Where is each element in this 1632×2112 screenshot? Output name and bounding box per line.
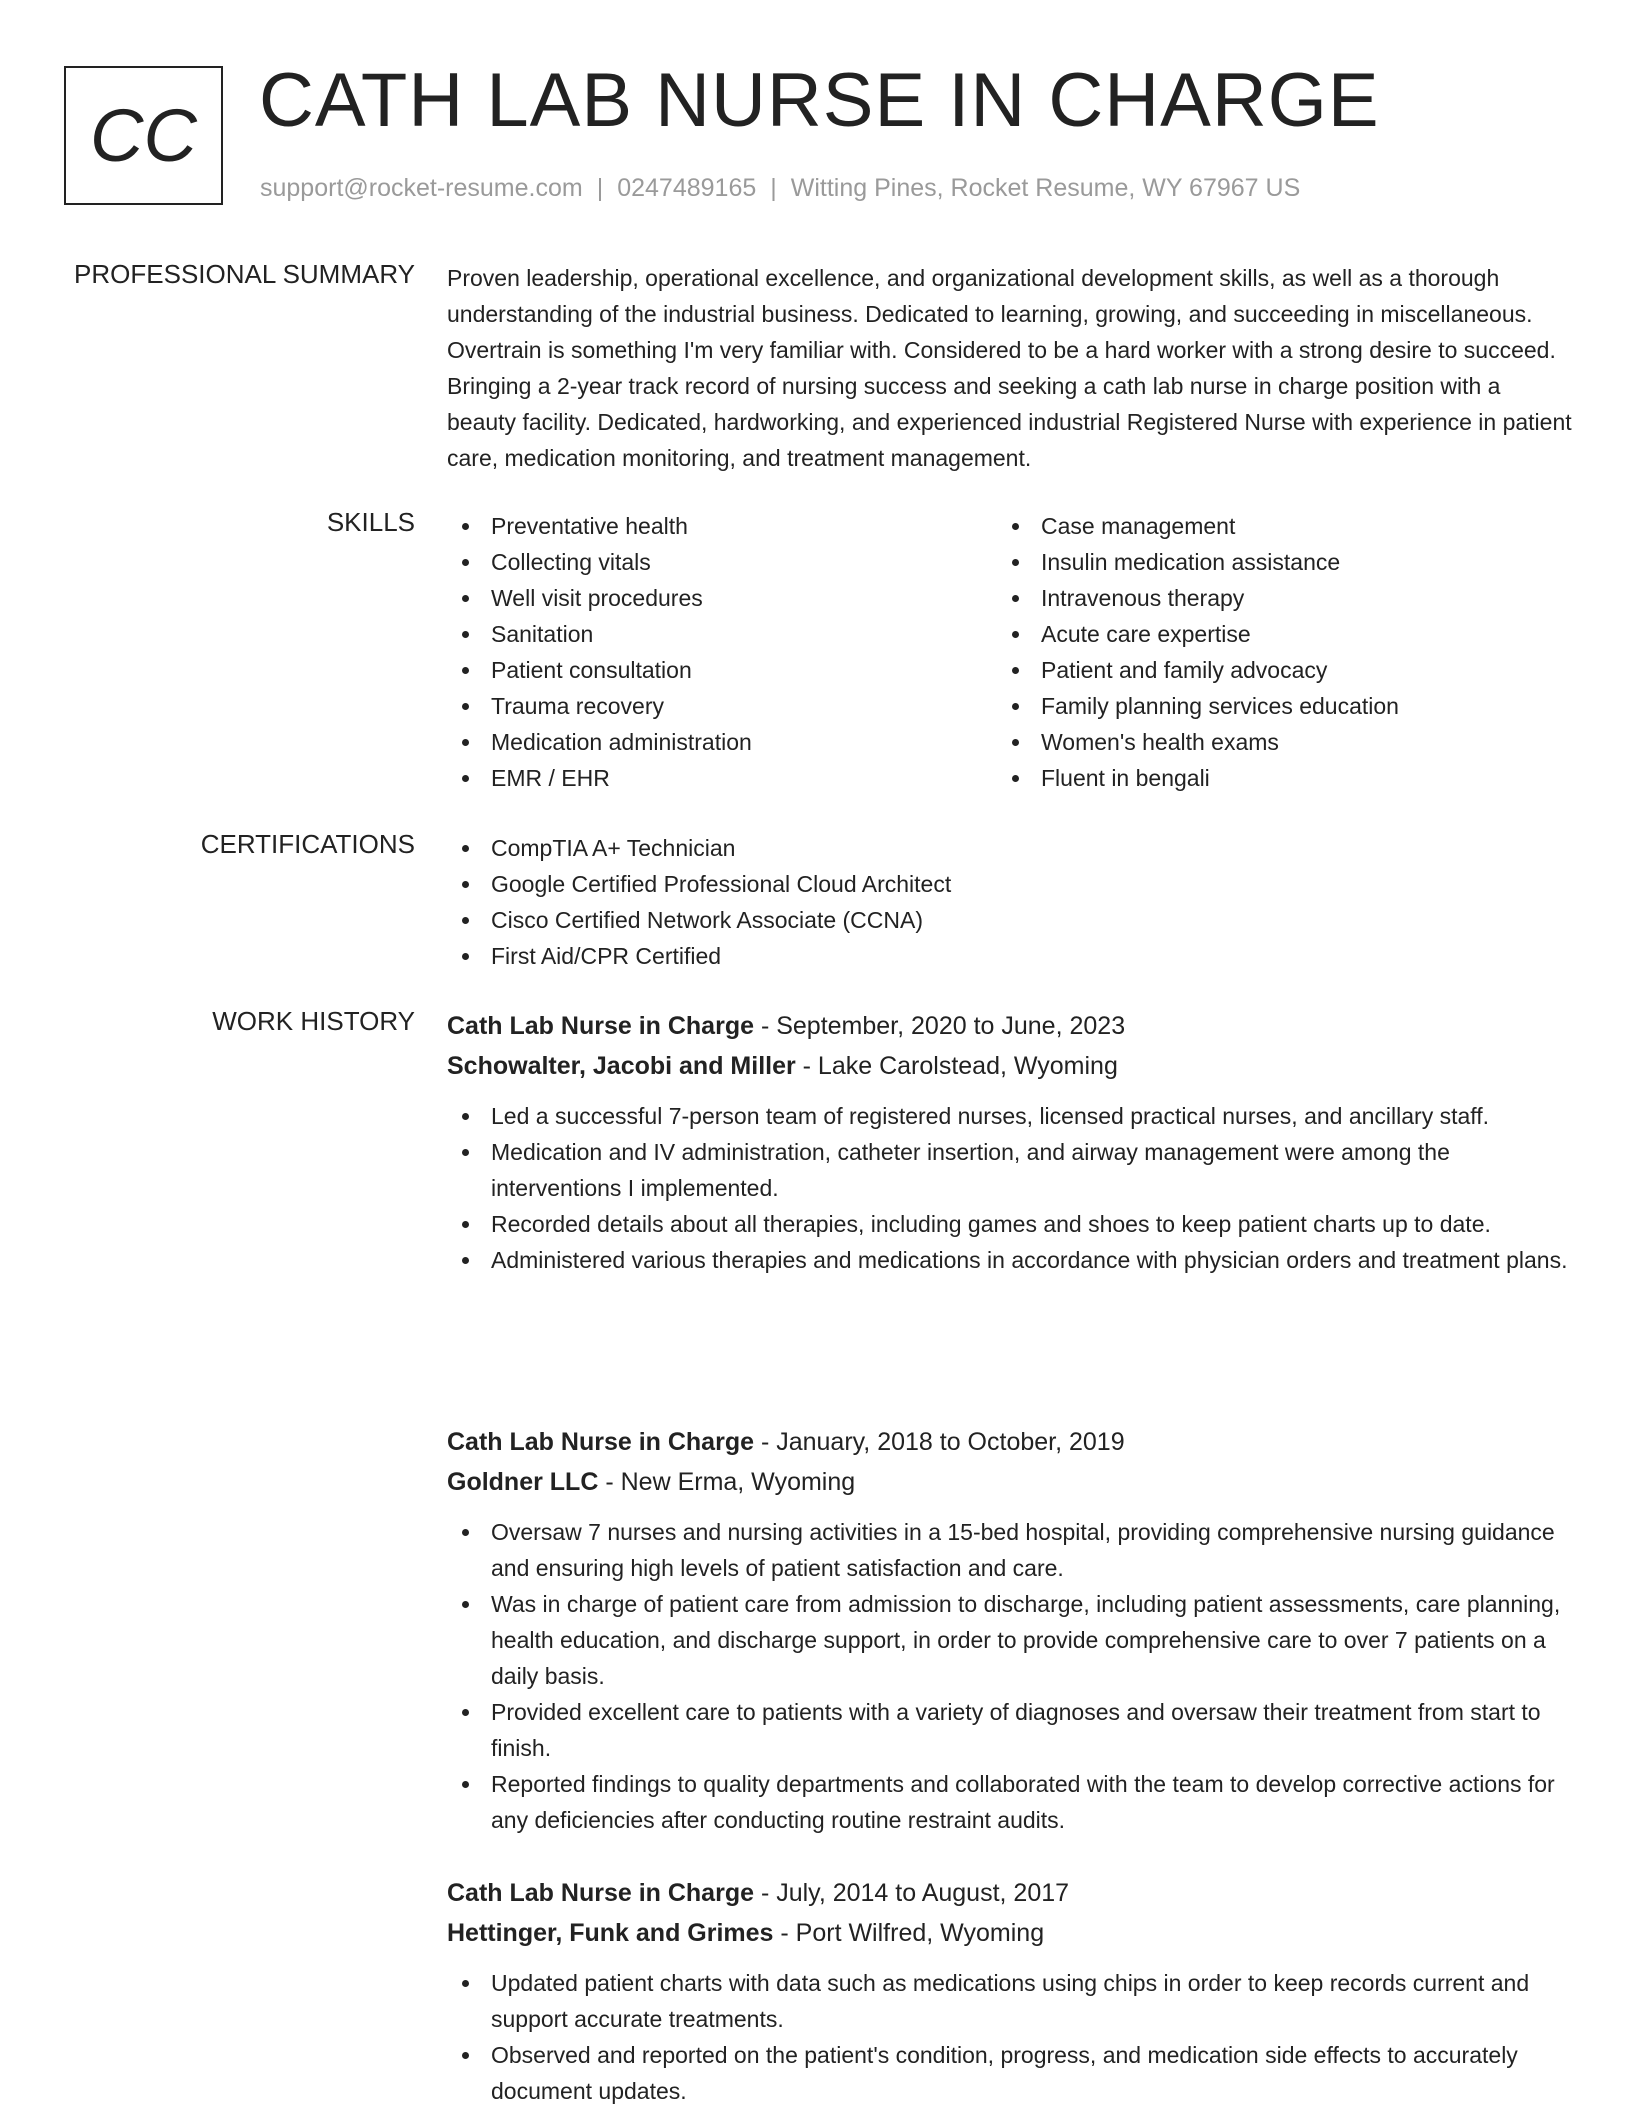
skill-item: Fluent in bengali — [997, 760, 1537, 796]
job-bullet: Medication and IV administration, catheter insertion, and airway management were among the interventions I implemented. — [447, 1134, 1572, 1206]
email-text: support@rocket-resume.com — [260, 174, 583, 202]
job-title-line — [447, 1873, 1572, 1913]
job-bullet: Oversaw 7 nurses and nursing activities in a 15-bed hospital, providing comprehensive nursing guidance and ensuring high levels of patient satisfaction and care. — [447, 1514, 1572, 1586]
skill-item: EMR / EHR — [447, 760, 987, 796]
job-bullet: Led a successful 7-person team of registered nurses, licensed practical nurses, and ancillary staff. — [447, 1098, 1572, 1134]
job-bullet: Reported findings to quality departments and collaborated with the team to develop corrective actions for any deficiencies after conducting routine restraint audits. — [447, 1766, 1572, 1838]
job-title: Cath Lab Nurse in Charge — [447, 1012, 754, 1040]
skill-item: Patient and family advocacy — [997, 652, 1537, 688]
work-history-heading: WORK HISTORY — [212, 1006, 415, 1036]
skill-item: Preventative health — [447, 508, 987, 544]
certification-item: Google Certified Professional Cloud Architect — [447, 866, 1572, 902]
job-dates: - July, 2014 to August, 2017 — [754, 1879, 1070, 1907]
skill-item: Patient consultation — [447, 652, 987, 688]
job-location: - New Erma, Wyoming — [598, 1468, 856, 1496]
job-bullets — [447, 1965, 1572, 2109]
summary-text: Proven leadership, operational excellence, and organizational development skills, as well as a thorough understanding of the industrial business. Dedicated to learning, growing, and succeeding in miscellaneous. Overtrain is something I'm very familiar with. Considered to be a hard worker with a strong desire to succeed. Bringing a 2-year track record of nursing success and seeking a cath lab nurse in charge position with a beauty facility. Dedicated, hardworking, and experienced industrial Registered Nurse with experience in patient care, medication monitoring, and treatment management. — [447, 265, 1572, 471]
job-bullet: Updated patient charts with data such as medications using chips in order to keep records current and support accurate treatments. — [447, 1965, 1572, 2037]
job-entry — [447, 1422, 1572, 1838]
job-title-line — [447, 1422, 1572, 1462]
skills-heading: SKILLS — [326, 507, 415, 537]
skill-item: Family planning services education — [997, 688, 1537, 724]
job-bullets — [447, 1514, 1572, 1838]
skill-item: Well visit procedures — [447, 580, 987, 616]
job-company-line — [447, 1462, 1572, 1502]
job-entry — [447, 1873, 1572, 2109]
certification-item: CompTIA A+ Technician — [447, 830, 1572, 866]
skill-item: Trauma recovery — [447, 688, 987, 724]
skill-item: Insulin medication assistance — [997, 544, 1537, 580]
job-company: Goldner LLC — [447, 1468, 599, 1496]
skill-item: Women's health exams — [997, 724, 1537, 760]
monogram-logo: CC — [64, 66, 223, 205]
job-location: - Lake Carolstead, Wyoming — [795, 1052, 1118, 1080]
job-bullet: Was in charge of patient care from admission to discharge, including patient assessments, care planning, health education, and discharge support, in order to provide comprehensive care to over 7 patients on a daily basis. — [447, 1586, 1572, 1694]
skill-item: Acute care expertise — [997, 616, 1537, 652]
contact-separator: | — [770, 174, 777, 202]
summary-heading: PROFESSIONAL SUMMARY — [74, 259, 415, 289]
skill-item: Collecting vitals — [447, 544, 987, 580]
contact-line — [260, 174, 1300, 203]
job-bullet: Recorded details about all therapies, including games and shoes to keep patient charts up to date. — [447, 1206, 1572, 1242]
certifications-heading: CERTIFICATIONS — [200, 829, 415, 859]
job-title-line — [447, 1006, 1572, 1046]
skill-item: Case management — [997, 508, 1537, 544]
job-title: Cath Lab Nurse in Charge — [447, 1428, 754, 1456]
skill-item: Intravenous therapy — [997, 580, 1537, 616]
resume-title: CATH LAB NURSE IN CHARGE — [259, 58, 1380, 143]
skills-column-right — [997, 508, 1537, 796]
job-location: - Port Wilfred, Wyoming — [773, 1919, 1045, 1947]
job-bullet: Provided excellent care to patients with a variety of diagnoses and oversaw their treatment from start to finish. — [447, 1694, 1572, 1766]
certification-item: First Aid/CPR Certified — [447, 938, 1572, 974]
job-bullet: Observed and reported on the patient's condition, progress, and medication side effects to accurately document updates. — [447, 2037, 1572, 2109]
skills-list-right — [997, 508, 1537, 796]
job-title: Cath Lab Nurse in Charge — [447, 1879, 754, 1907]
certification-item: Cisco Certified Network Associate (CCNA) — [447, 902, 1572, 938]
job-bullet: Administered various therapies and medications in accordance with physician orders and treatment plans. — [447, 1242, 1572, 1278]
job-dates: - January, 2018 to October, 2019 — [754, 1428, 1125, 1456]
skill-item: Medication administration — [447, 724, 987, 760]
certifications-list — [447, 830, 1572, 974]
job-company: Schowalter, Jacobi and Miller — [447, 1052, 796, 1080]
skill-item: Sanitation — [447, 616, 987, 652]
phone-text: 0247489165 — [617, 174, 757, 202]
summary-body — [447, 260, 1572, 476]
skills-column-left — [447, 508, 987, 796]
job-dates: - September, 2020 to June, 2023 — [754, 1012, 1126, 1040]
job-entry — [447, 1006, 1572, 1278]
job-bullets — [447, 1098, 1572, 1278]
address-text: Witting Pines, Rocket Resume, WY 67967 US — [790, 174, 1301, 202]
job-company: Hettinger, Funk and Grimes — [447, 1919, 774, 1947]
job-company-line — [447, 1046, 1572, 1086]
contact-separator: | — [596, 174, 604, 202]
job-company-line — [447, 1913, 1572, 1953]
certifications-body — [447, 830, 1572, 974]
skills-list-left — [447, 508, 987, 796]
